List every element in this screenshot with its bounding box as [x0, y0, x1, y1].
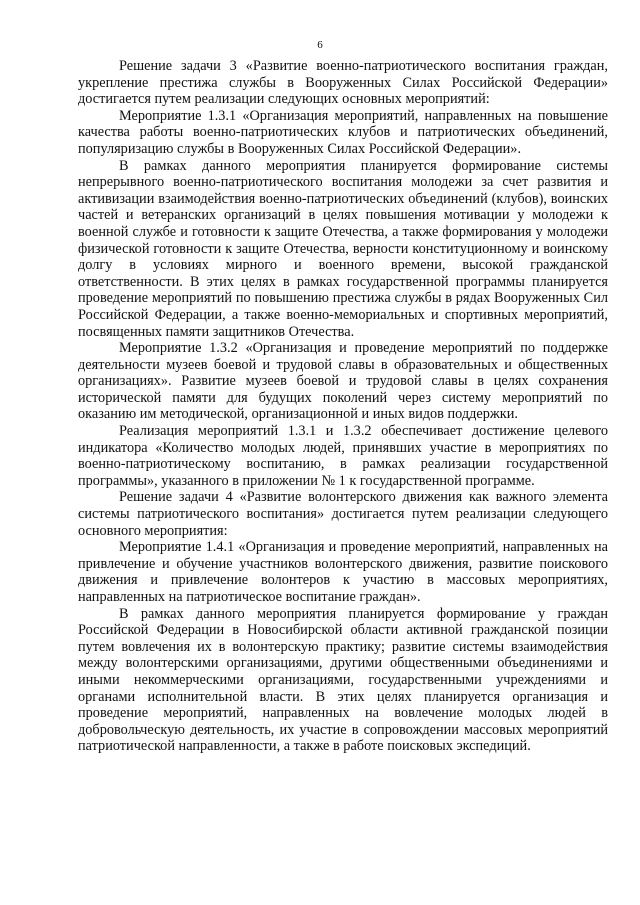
- paragraph-measure-1-3-1-details: В рамках данного мероприятия планируется формирование системы непрерывного военно-патриотического воспитания молодежи за счет развития и активизации взаимодействия военно-патриотических объединений (клубов), воинских частей и ветеранских организаций в целях повышения мотивации у молодежи к военной службе и готовности к защите Отечества, а также формирования у молодежи физической готовности к защите Отечества, верности конституционному и воинскому долгу в условиях мирного и военного времени, высокой гражданской ответственности. В этих целях в рамках государственной программы планируется проведение мероприятий по повышению престижа службы в рядах Вооруженных Сил Российской Федерации, а также военно-мемориальных и спортивных мероприятий, посвященных памяти защитников Отечества.: [78, 157, 608, 340]
- paragraph-measure-1-3-1: Мероприятие 1.3.1 «Организация мероприятий, направленных на повышение качества работы военно-патриотических клубов и патриотических объединений, популяризацию службы в Вооруженных Силах Российской Федерации».: [78, 107, 608, 157]
- paragraph-target-indicator: Реализация мероприятий 1.3.1 и 1.3.2 обеспечивает достижение целевого индикатора «Количество молодых людей, принявших участие в мероприятиях по военно-патриотическому воспитанию, в рамках реализации государственной программы», указанного в приложении № 1 к государственной программе.: [78, 423, 608, 489]
- document-body: [78, 58, 608, 755]
- paragraph-measure-1-4-1-details: В рамках данного мероприятия планируется формирование у граждан Российской Федерации в Новосибирской области активной гражданской позиции путем вовлечения их в волонтерскую практику; развитие системы взаимодействия между волонтерскими организациями, другими общественными объединениями и иными некоммерческими организациями, государственными учреждениями и органами исполнительной власти. В этих целях планируется организация и проведение мероприятий, направленных на вовлечение молодых людей в добровольческую деятельность, их участие в сопровождении массовых мероприятий патриотической направленности, а также в работе поисковых экспедиций.: [78, 605, 608, 755]
- paragraph-measure-1-3-2: Мероприятие 1.3.2 «Организация и проведение мероприятий по поддержке деятельности музеев боевой и трудовой славы в образовательных и общественных организациях». Развитие музеев боевой и трудовой славы в целях сохранения исторической памяти для будущих поколений через систему мероприятий по оказанию им методической, организационной и иных видов поддержки.: [78, 340, 608, 423]
- paragraph-task-3-intro: Решение задачи 3 «Развитие военно-патриотического воспитания граждан, укрепление престижа службы в Вооруженных Силах Российской Федерации» достигается путем реализации следующих основных мероприятий:: [78, 58, 608, 108]
- paragraph-measure-1-4-1: Мероприятие 1.4.1 «Организация и проведение мероприятий, направленных на привлечение и обучение участников волонтерского движения, развитие поискового движения и привлечение волонтеров к участию в массовых мероприятиях, направленных на патриотическое воспитание граждан».: [78, 539, 608, 605]
- paragraph-task-4-intro: Решение задачи 4 «Развитие волонтерского движения как важного элемента системы патриотического воспитания» достигается путем реализации следующего основного мероприятия:: [78, 489, 608, 539]
- page-number: 6: [317, 39, 323, 51]
